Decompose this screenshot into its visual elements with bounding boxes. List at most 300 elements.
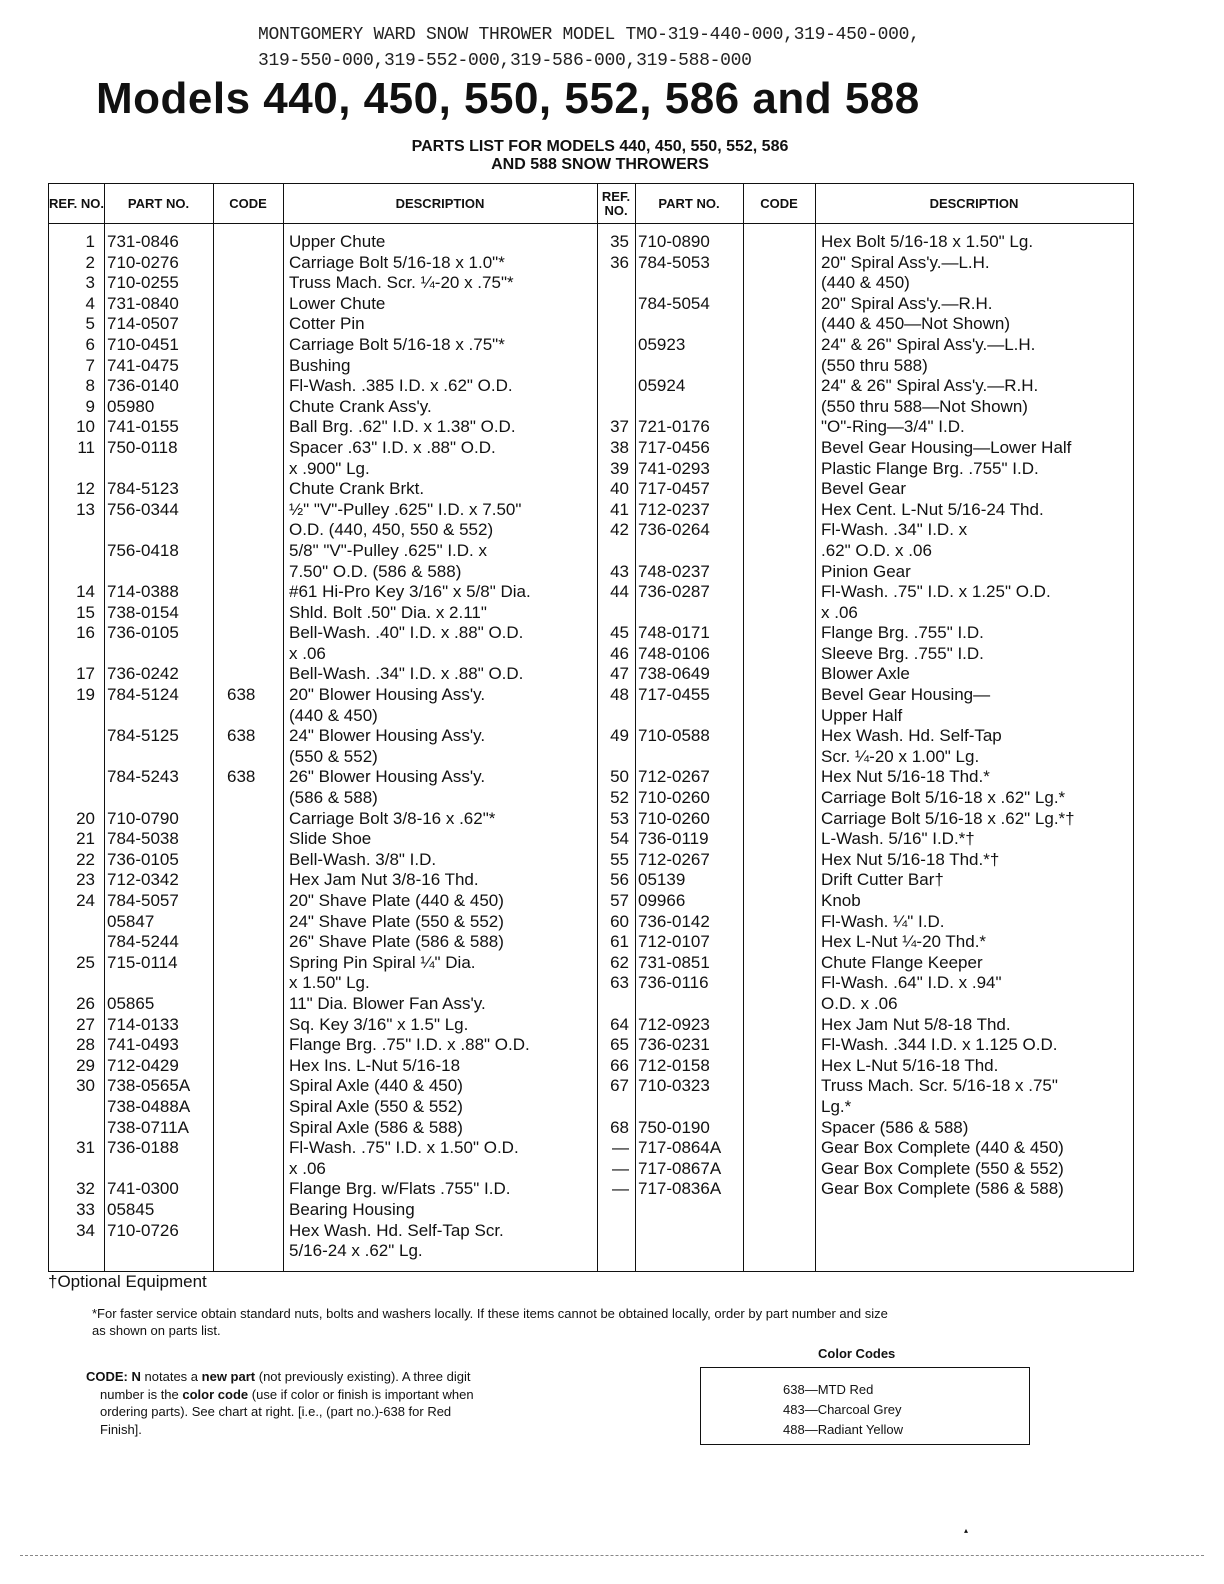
parts-list-title-line-1: PARTS LIST FOR MODELS 440, 450, 550, 552, 586 [411, 138, 789, 155]
table-row [597, 1179, 1133, 1200]
description-cell: (550 thru 588) [821, 355, 928, 375]
table-row [597, 479, 1133, 500]
header-code: CODE [229, 196, 267, 211]
description-cell: x .06 [289, 1158, 326, 1178]
part-no-cell: 710-0726 [107, 1220, 179, 1240]
code-line-3: ordering parts). See chart at right. [i.e., (part no.)-638 for Red [100, 1404, 452, 1419]
part-no-cell: 712-0237 [638, 499, 710, 519]
code-new-part: new part [201, 1369, 256, 1384]
description-cell: (586 & 588) [289, 788, 378, 808]
description-cell: 20" Blower Housing Ass'y. [289, 685, 486, 705]
table-row [597, 397, 1133, 418]
part-no-cell: 736-0142 [638, 911, 710, 931]
ref-no-cell: 33 [76, 1199, 95, 1219]
description-cell: 24" & 26" Spiral Ass'y.—R.H. [821, 376, 1039, 396]
description-cell: Shld. Bolt .50" Dia. x 2.11" [289, 602, 487, 622]
table-row [49, 953, 597, 974]
table-row [49, 932, 597, 953]
header-part-no: PART NO. [658, 196, 720, 211]
part-no-cell: 736-0188 [107, 1138, 179, 1158]
table-row [49, 1138, 597, 1159]
table-row [49, 520, 597, 541]
table-header-left [49, 184, 597, 224]
table-row [49, 726, 597, 747]
description-cell: ½" "V"-Pulley .625" I.D. x 7.50" [289, 499, 522, 519]
description-cell: Hex Wash. Hd. Self-Tap Scr. [289, 1220, 504, 1240]
table-row [597, 891, 1133, 912]
color-code-item: 488—Radiant Yellow [783, 1422, 903, 1437]
page-mark: ▴ [964, 1526, 969, 1535]
part-no-cell: 738-0488A [107, 1096, 191, 1116]
ref-no-cell: 20 [76, 808, 95, 828]
ref-no-cell: 41 [610, 499, 629, 519]
table-row [597, 232, 1133, 253]
part-no-cell: 712-0107 [638, 932, 710, 952]
ref-no-cell: 29 [76, 1055, 95, 1075]
description-cell: Hex Jam Nut 3/8-16 Thd. [289, 870, 479, 890]
code-line-2b: (use if color or finish is important when [251, 1386, 474, 1402]
ref-no-cell: 42 [610, 520, 629, 540]
part-no-cell: 784-5125 [107, 726, 179, 746]
parts-list-title-line-2: AND 588 SNOW THROWERS [491, 156, 709, 173]
part-no-cell: 05980 [107, 396, 155, 416]
description-cell: (440 & 450) [289, 705, 378, 725]
ref-no-cell: 48 [610, 685, 629, 705]
table-row [49, 356, 597, 377]
ref-no-cell: 31 [76, 1138, 95, 1158]
table-row [49, 1200, 597, 1221]
ref-no-cell: 45 [610, 623, 629, 643]
ref-no-cell: 52 [610, 788, 629, 808]
table-row [597, 1118, 1133, 1139]
ref-no-cell: 8 [85, 376, 95, 396]
description-cell: Fl-Wash. .75" I.D. x 1.25" O.D. [821, 582, 1051, 602]
description-cell: Spacer .63" I.D. x .88" O.D. [289, 437, 496, 457]
description-cell: 7.50" O.D. (586 & 588) [289, 561, 462, 581]
description-cell: 5/16-24 x .62" Lg. [289, 1241, 423, 1261]
table-row [49, 479, 597, 500]
table-row [49, 1035, 597, 1056]
parts-rows-right [597, 232, 1133, 1200]
ref-no-cell: — [612, 1158, 629, 1178]
table-row [49, 1159, 597, 1180]
table-row [49, 500, 597, 521]
part-no-cell: 710-0451 [107, 334, 179, 354]
description-cell: Chute Crank Brkt. [289, 479, 425, 499]
description-cell: Fl-Wash. .385 I.D. x .62" O.D. [289, 376, 513, 396]
table-row [597, 747, 1133, 768]
part-no-cell: 714-0133 [107, 1014, 179, 1034]
parts-table [48, 183, 1134, 1272]
ref-no-cell: 25 [76, 952, 95, 972]
description-cell: Chute Crank Ass'y. [289, 396, 432, 416]
description-cell: Lower Chute [289, 293, 386, 313]
description-cell: (440 & 450) [821, 273, 910, 293]
table-row [597, 376, 1133, 397]
ref-no-cell: 3 [85, 273, 95, 293]
code-cell: 638 [227, 685, 256, 705]
ref-no-cell: 37 [610, 417, 629, 437]
ref-no-cell: 50 [610, 767, 629, 787]
code-text-1: notates a [144, 1369, 199, 1384]
description-cell: .62" O.D. x .06 [821, 540, 932, 560]
ref-no-cell: 10 [76, 417, 95, 437]
ref-no-cell: 11 [77, 437, 95, 457]
table-row [597, 500, 1133, 521]
description-cell: Gear Box Complete (586 & 588) [821, 1179, 1064, 1199]
ref-no-cell: 12 [76, 479, 95, 499]
description-cell: Truss Mach. Scr. 5/16-18 x .75" [821, 1076, 1058, 1096]
table-row [597, 809, 1133, 830]
ref-no-cell: 13 [76, 499, 95, 519]
table-row [49, 788, 597, 809]
ref-no-cell: 26 [76, 993, 95, 1013]
table-row [597, 1015, 1133, 1036]
description-cell: Lg.* [821, 1096, 852, 1116]
code-cell: 638 [227, 767, 256, 787]
code-color-code: color code [182, 1386, 249, 1402]
code-line-4: Finish]. [100, 1421, 142, 1437]
description-cell: Hex Wash. Hd. Self-Tap [821, 726, 1002, 746]
header-ref-no: REF. NO. [601, 189, 631, 218]
table-row [49, 685, 597, 706]
table-row [49, 582, 597, 603]
description-cell: Carriage Bolt 3/8-16 x .62"* [289, 808, 496, 828]
part-no-cell: 731-0846 [107, 232, 179, 251]
part-no-cell: 717-0456 [638, 437, 710, 457]
part-no-cell: 756-0344 [107, 499, 179, 519]
part-no-cell: 710-0890 [638, 232, 710, 251]
table-row [597, 685, 1133, 706]
part-no-cell: 736-0287 [638, 582, 710, 602]
table-row [49, 541, 597, 562]
part-no-cell: 784-5124 [107, 685, 179, 705]
ref-no-cell: — [612, 1138, 629, 1158]
part-no-cell: 736-0105 [107, 623, 179, 643]
description-cell: 5/8" "V"-Pulley .625" I.D. x [289, 540, 487, 560]
description-cell: 24" Blower Housing Ass'y. [289, 726, 486, 746]
code-text-2: (not previously existing). A three digit [258, 1369, 471, 1384]
table-row [49, 623, 597, 644]
description-cell: Bearing Housing [289, 1199, 415, 1219]
part-no-cell: 712-0342 [107, 870, 179, 890]
description-cell: Cotter Pin [289, 314, 365, 334]
table-row [49, 664, 597, 685]
part-no-cell: 05139 [638, 870, 686, 890]
table-row [597, 1035, 1133, 1056]
table-row [597, 912, 1133, 933]
table-row [597, 932, 1133, 953]
typed-line-1: MONTGOMERY WARD SNOW THROWER MODEL TMO-319-440-000,319-450-000, [258, 25, 920, 45]
ref-no-cell: 27 [76, 1014, 95, 1034]
code-line-2a: number is the [100, 1386, 179, 1402]
table-row [49, 335, 597, 356]
description-cell: 20" Spiral Ass'y.—R.H. [821, 293, 993, 313]
table-row [49, 1097, 597, 1118]
ref-no-cell: 7 [85, 355, 95, 375]
part-no-cell: 738-0154 [107, 602, 179, 622]
ref-no-cell: 1 [85, 232, 95, 251]
part-no-cell: 714-0388 [107, 582, 179, 602]
description-cell: Hex Cent. L-Nut 5/16-24 Thd. [821, 499, 1044, 519]
code-label: CODE: [86, 1369, 128, 1384]
ref-no-cell: 22 [76, 849, 95, 869]
description-cell: Flange Brg. w/Flats .755" I.D. [289, 1179, 511, 1199]
description-cell: Spiral Axle (586 & 588) [289, 1117, 463, 1137]
ref-no-cell: 49 [610, 726, 629, 746]
description-cell: 20" Shave Plate (440 & 450) [289, 891, 504, 910]
table-row [597, 273, 1133, 294]
ref-no-cell: 53 [610, 808, 629, 828]
description-cell: 11" Dia. Blower Fan Ass'y. [289, 993, 486, 1013]
code-explanation [86, 1368, 566, 1438]
description-cell: 20" Spiral Ass'y.—L.H. [821, 252, 990, 272]
description-cell: x .06 [821, 602, 858, 622]
part-no-cell: 784-5057 [107, 891, 179, 910]
table-header-right [597, 184, 1133, 224]
standard-hardware-note-line-2: as shown on parts list. [92, 1323, 221, 1338]
ref-no-cell: 4 [85, 293, 95, 313]
table-row [597, 953, 1133, 974]
ref-no-cell: 43 [610, 561, 629, 581]
ref-no-cell: 24 [76, 891, 95, 910]
table-row [49, 829, 597, 850]
table-row [597, 623, 1133, 644]
part-no-cell: 717-0836A [638, 1179, 722, 1199]
table-row [597, 335, 1133, 356]
part-no-cell: 710-0588 [638, 726, 710, 746]
table-row [597, 994, 1133, 1015]
part-no-cell: 721-0176 [638, 417, 710, 437]
table-row [49, 809, 597, 830]
description-cell: Scr. ¼-20 x 1.00" Lg. [821, 746, 980, 766]
description-cell: Hex Bolt 5/16-18 x 1.50" Lg. [821, 232, 1034, 251]
ref-no-cell: 35 [610, 232, 629, 251]
table-row [597, 644, 1133, 665]
ref-no-cell: 16 [76, 623, 95, 643]
part-no-cell: 741-0493 [107, 1035, 179, 1055]
part-no-cell: 741-0293 [638, 458, 710, 478]
part-no-cell: 784-5038 [107, 829, 179, 849]
part-no-cell: 736-0264 [638, 520, 710, 540]
part-no-cell: 738-0649 [638, 664, 710, 684]
part-no-cell: 736-0119 [638, 829, 709, 849]
part-no-cell: 712-0267 [638, 767, 710, 787]
ref-no-cell: 6 [85, 334, 95, 354]
part-no-cell: 738-0711A [107, 1117, 189, 1137]
description-cell: Slide Shoe [289, 829, 372, 849]
ref-no-cell: 36 [610, 252, 629, 272]
table-row [597, 520, 1133, 541]
ref-no-cell: 21 [76, 829, 95, 849]
part-no-cell: 717-0864A [638, 1138, 722, 1158]
part-no-cell: 05924 [638, 376, 686, 396]
table-row [597, 1056, 1133, 1077]
ref-no-cell: 15 [76, 602, 95, 622]
part-no-cell: 784-5053 [638, 252, 710, 272]
description-cell: Sleeve Brg. .755" I.D. [821, 643, 984, 663]
table-row [597, 438, 1133, 459]
part-no-cell: 712-0158 [638, 1055, 710, 1075]
table-row [597, 1138, 1133, 1159]
description-cell: Hex Ins. L-Nut 5/16-18 [289, 1055, 461, 1075]
table-row [49, 1118, 597, 1139]
ref-no-cell: 65 [610, 1035, 629, 1055]
part-no-cell: 756-0418 [107, 540, 179, 560]
part-no-cell: 710-0260 [638, 808, 710, 828]
description-cell: Spacer (586 & 588) [821, 1117, 969, 1137]
header-description: DESCRIPTION [395, 196, 485, 211]
part-no-cell: 741-0475 [107, 355, 179, 375]
table-row [597, 706, 1133, 727]
table-row [49, 1179, 597, 1200]
part-no-cell: 738-0565A [107, 1076, 191, 1096]
table-row [49, 603, 597, 624]
parts-table-left-half [49, 184, 597, 1271]
part-no-cell: 736-0231 [638, 1035, 710, 1055]
description-cell: Bevel Gear Housing— [821, 685, 991, 705]
description-cell: Bevel Gear [821, 479, 907, 499]
table-row [597, 417, 1133, 438]
ref-no-cell: 54 [610, 829, 629, 849]
description-cell: Upper Half [821, 705, 903, 725]
part-no-cell: 712-0267 [638, 849, 710, 869]
part-no-cell: 717-0455 [638, 685, 710, 705]
table-row [597, 973, 1133, 994]
part-no-cell: 710-0276 [107, 252, 179, 272]
description-cell: Plastic Flange Brg. .755" I.D. [821, 458, 1039, 478]
description-cell: O.D. x .06 [821, 993, 898, 1013]
description-cell: Hex L-Nut ¼-20 Thd.* [821, 932, 987, 952]
part-no-cell: 717-0867A [638, 1158, 722, 1178]
table-row [597, 829, 1133, 850]
table-row [597, 870, 1133, 891]
description-cell: Fl-Wash. .64" I.D. x .94" [821, 973, 1002, 993]
ref-no-cell: 63 [610, 973, 629, 993]
ref-no-cell: 46 [610, 643, 629, 663]
header-code: CODE [760, 196, 798, 211]
ref-no-cell: 32 [76, 1179, 95, 1199]
description-cell: Hex Nut 5/16-18 Thd.*† [821, 849, 1000, 869]
description-cell: x .06 [289, 643, 326, 663]
table-row [49, 438, 597, 459]
description-cell: x .900" Lg. [289, 458, 370, 478]
page-title: Models 440, 450, 550, 552, 586 and 588 [96, 74, 920, 123]
table-row [597, 294, 1133, 315]
ref-no-cell: 14 [76, 582, 95, 602]
description-cell: Fl-Wash. .75" I.D. x 1.50" O.D. [289, 1138, 519, 1158]
description-cell: Carriage Bolt 5/16-18 x .75"* [289, 334, 505, 354]
ref-no-cell: 56 [610, 870, 629, 890]
part-no-cell: 731-0851 [638, 952, 710, 972]
ref-no-cell: 40 [610, 479, 629, 499]
ref-no-cell: — [612, 1179, 629, 1199]
description-cell: (550 & 552) [289, 746, 378, 766]
part-no-cell: 784-5054 [638, 293, 710, 313]
part-no-cell: 731-0840 [107, 293, 179, 313]
part-no-cell: 784-5123 [107, 479, 179, 499]
description-cell: Bushing [289, 355, 351, 375]
table-row [49, 706, 597, 727]
ref-no-cell: 64 [610, 1014, 629, 1034]
description-cell: Fl-Wash. ¼" I.D. [821, 911, 945, 931]
table-row [597, 1076, 1133, 1097]
description-cell: Spiral Axle (550 & 552) [289, 1096, 463, 1116]
table-row [597, 253, 1133, 274]
description-cell: x 1.50" Lg. [289, 973, 370, 993]
description-cell: Flange Brg. .755" I.D. [821, 623, 984, 643]
table-row [49, 314, 597, 335]
description-cell: 24" & 26" Spiral Ass'y.—L.H. [821, 334, 1036, 354]
table-row [49, 747, 597, 768]
description-cell: Hex Nut 5/16-18 Thd.* [821, 767, 990, 787]
table-row [597, 459, 1133, 480]
part-no-cell: 736-0242 [107, 664, 179, 684]
description-cell: Blower Axle [821, 664, 910, 684]
table-row [597, 788, 1133, 809]
table-row [597, 726, 1133, 747]
ref-no-cell: 9 [85, 396, 95, 416]
optional-equipment-note: †Optional Equipment [48, 1272, 207, 1291]
part-no-cell: 712-0923 [638, 1014, 710, 1034]
description-cell: (440 & 450—Not Shown) [821, 314, 1010, 334]
description-cell: Hex L-Nut 5/16-18 Thd. [821, 1055, 999, 1075]
header-description: DESCRIPTION [929, 196, 1019, 211]
table-row [49, 870, 597, 891]
table-row [49, 1076, 597, 1097]
description-cell: Gear Box Complete (440 & 450) [821, 1138, 1064, 1158]
description-cell: Bell-Wash. .34" I.D. x .88" O.D. [289, 664, 524, 684]
parts-list-title [300, 138, 900, 174]
description-cell: Fl-Wash. .344 I.D. x 1.125 O.D. [821, 1035, 1058, 1055]
table-row [597, 603, 1133, 624]
color-codes-box [700, 1367, 1030, 1445]
part-no-cell: 741-0300 [107, 1179, 179, 1199]
ref-no-cell: 17 [76, 664, 95, 684]
code-cell: 638 [227, 726, 256, 746]
part-no-cell: 710-0255 [107, 273, 179, 293]
part-no-cell: 710-0323 [638, 1076, 710, 1096]
ref-no-cell: 38 [610, 437, 629, 457]
part-no-cell: 741-0155 [107, 417, 179, 437]
description-cell: Hex Jam Nut 5/8-18 Thd. [821, 1014, 1011, 1034]
part-no-cell: 736-0105 [107, 849, 179, 869]
part-no-cell: 748-0106 [638, 643, 710, 663]
description-cell: "O"-Ring—3/4" I.D. [821, 417, 965, 437]
parts-table-right-half [597, 184, 1133, 1271]
table-row [597, 562, 1133, 583]
typed-model-header [258, 22, 920, 74]
standard-hardware-note-line-1: *For faster service obtain standard nuts, bolts and washers locally. If these items cannot be obtained locally, order by part number and size [92, 1306, 888, 1321]
table-row [49, 376, 597, 397]
ref-no-cell: 47 [610, 664, 629, 684]
ref-no-cell: 62 [610, 952, 629, 972]
ref-no-cell: 57 [610, 891, 629, 910]
description-cell: Bell-Wash. .40" I.D. x .88" O.D. [289, 623, 524, 643]
standard-hardware-note [92, 1305, 1092, 1339]
description-cell: O.D. (440, 450, 550 & 552) [289, 520, 494, 540]
table-row [49, 1015, 597, 1036]
description-cell: Gear Box Complete (550 & 552) [821, 1158, 1064, 1178]
table-row [49, 912, 597, 933]
color-code-item: 483—Charcoal Grey [783, 1402, 902, 1417]
description-cell: L-Wash. 5/16" I.D.*† [821, 829, 975, 849]
description-cell: Carriage Bolt 5/16-18 x .62" Lg.* [821, 788, 1066, 808]
ref-no-cell: 67 [610, 1076, 629, 1096]
part-no-cell: 715-0114 [107, 952, 178, 972]
part-no-cell: 750-0118 [107, 437, 178, 457]
table-row [49, 994, 597, 1015]
